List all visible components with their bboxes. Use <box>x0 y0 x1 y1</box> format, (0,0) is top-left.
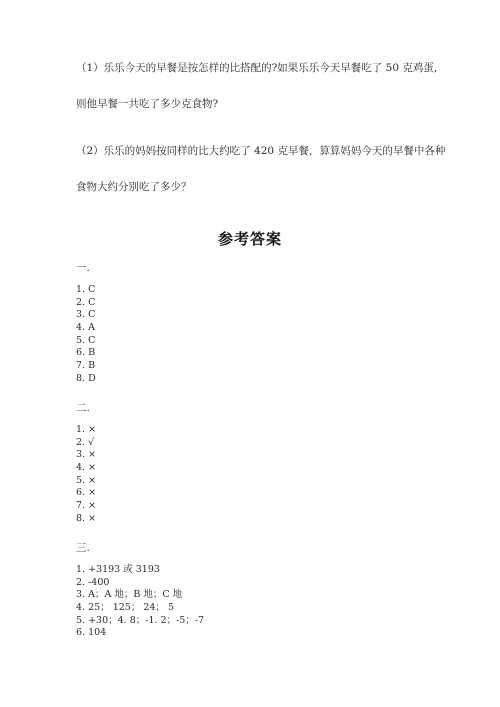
list-item: 1. C <box>76 284 96 295</box>
list-item: 4. A <box>76 322 95 334</box>
list-item: 6. × <box>76 487 97 499</box>
section-heading-2: 二. <box>76 402 90 414</box>
question-part2-line2: 食物大约分别吃了多少？ <box>76 181 192 193</box>
list-item: 5. +30；4. 8；-1. 2；-5；-7 <box>76 614 205 626</box>
list-item: 5. × <box>76 474 97 486</box>
list-item: 5. C <box>76 334 96 346</box>
answer-list-3 <box>76 564 204 640</box>
list-item: 2. √ <box>76 436 95 448</box>
section-heading-1: 一. <box>76 262 90 274</box>
list-item: 3. C <box>76 309 96 321</box>
list-item: 1. × <box>76 424 97 435</box>
list-item: 1. +3193 或 3193 <box>76 564 160 575</box>
question-part1-line1: （1）乐乐今天的早餐是按怎样的比搭配的?如果乐乐今天早餐吃了 50 克鸡蛋, <box>76 62 438 74</box>
list-item: 3. A；A 地；B 地；C 地 <box>76 589 183 601</box>
list-item: 8. D <box>76 372 96 384</box>
answer-title: 参考答案 <box>217 230 282 248</box>
question-part2-line1: （2）乐乐的妈妈按同样的比大约吃了 420 克早餐，算算妈妈今天的早餐中各种 <box>76 145 446 157</box>
answer-list-2 <box>76 424 96 526</box>
list-item: 8. × <box>76 512 97 524</box>
question-part1-line2: 则他早餐一共吃了多少克食物? <box>76 98 219 110</box>
list-item: 6. B <box>76 347 96 359</box>
list-item: 4. × <box>76 462 97 474</box>
list-item: 4. 25； 125； 24； 5 <box>76 602 174 614</box>
answer-list-1 <box>76 284 96 386</box>
list-item: 7. B <box>76 360 96 372</box>
list-item: 6. 104 <box>76 627 107 639</box>
section-heading-3: 三. <box>76 542 90 554</box>
list-item: 7. × <box>76 500 97 512</box>
list-item: 2. C <box>76 296 96 308</box>
list-item: 3. × <box>76 449 97 461</box>
list-item: 2. -400 <box>76 576 110 588</box>
